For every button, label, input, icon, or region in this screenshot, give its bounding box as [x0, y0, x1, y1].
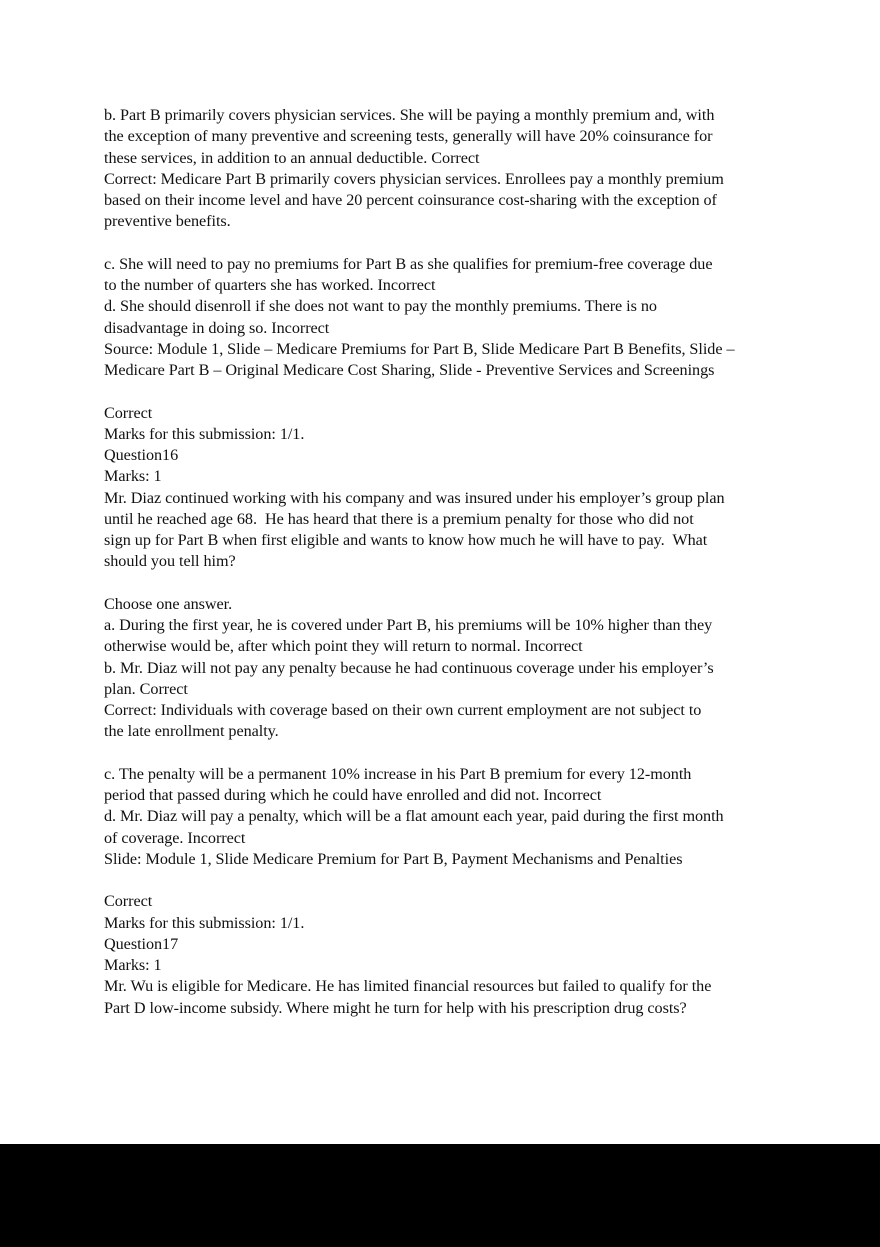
spacer [104, 573, 784, 594]
q16-option-d [104, 806, 784, 849]
q17-question-line: Part D low-income subsidy. Where might he turn for help with his prescription drug costs? [104, 998, 687, 1017]
q16-option-b-line: b. Mr. Diaz will not pay any penalty because he had continuous coverage under his employer’s [104, 658, 714, 677]
q16-option-b [104, 658, 784, 701]
q15-feedback-line: based on their income level and have 20 percent coinsurance cost-sharing with the exception of [104, 191, 717, 209]
q17-question [104, 976, 784, 1019]
q15-feedback [104, 169, 784, 233]
spacer [104, 870, 784, 891]
q15-source-line: Source: Module 1, Slide – Medicare Premiums for Part B, Slide Medicare Part B Benefits, Slide – [104, 339, 735, 358]
q16-question-line: Mr. Diaz continued working with his company and was insured under his employer’s group plan [104, 488, 725, 507]
q15-marks-submission: Marks for this submission: 1/1. [104, 424, 305, 443]
q16-feedback [104, 700, 784, 743]
q16-question-line: should you tell him? [104, 552, 236, 571]
spacer [104, 233, 784, 254]
bottom-black-bar [0, 1144, 880, 1247]
q15-option-b-line: these services, in addition to an annual deductible. Correct [104, 148, 480, 167]
q15-option-c-line: to the number of quarters she has worked. Incorrect [104, 276, 436, 294]
q15-feedback-line: Correct: Medicare Part B primarily covers physician services. Enrollees pay a monthly premium [104, 169, 724, 188]
q16-option-b-line: plan. Correct [104, 679, 188, 698]
q16-option-c [104, 764, 784, 807]
q16-instruction: Choose one answer. [104, 594, 233, 613]
q16-question [104, 488, 784, 573]
q15-result: Correct [104, 403, 153, 422]
q16-option-c-line: period that passed during which he could have enrolled and did not. Incorrect [104, 786, 602, 804]
q16-option-d-line: of coverage. Incorrect [104, 828, 246, 847]
q15-option-d-line: disadvantage in doing so. Incorrect [104, 318, 330, 337]
q16-feedback-line: the late enrollment penalty. [104, 722, 279, 741]
q17-title: Question17 [104, 934, 179, 953]
q17-question-line: Mr. Wu is eligible for Medicare. He has limited financial resources but failed to qualify for the [104, 977, 712, 996]
q16-marks: Marks: 1 [104, 467, 162, 486]
q15-option-b [104, 105, 784, 169]
q15-feedback-line: preventive benefits. [104, 212, 231, 231]
q16-question-line: until he reached age 68. He has heard that there is a premium penalty for those who did not [104, 509, 694, 528]
spacer [104, 743, 784, 764]
q17-marks: Marks: 1 [104, 956, 162, 974]
q16-option-c-line: c. The penalty will be a permanent 10% increase in his Part B premium for every 12-month [104, 764, 692, 783]
q15-option-b-line: b. Part B primarily covers physician services. She will be paying a monthly premium and, with [104, 106, 715, 124]
q16-result: Correct [104, 892, 153, 911]
spacer [104, 381, 784, 402]
q15-source-line: Medicare Part B – Original Medicare Cost Sharing, Slide - Preventive Services and Screenings [104, 361, 715, 379]
q16-option-a [104, 615, 784, 658]
q16-feedback-line: Correct: Individuals with coverage based on their own current employment are not subject to [104, 701, 702, 719]
q15-option-c [104, 254, 784, 297]
q15-option-c-line: c. She will need to pay no premiums for Part B as she qualifies for premium-free coverage due [104, 254, 713, 273]
q16-source: Slide: Module 1, Slide Medicare Premium for Part B, Payment Mechanisms and Penalties [104, 849, 683, 868]
document-content [104, 105, 784, 1019]
q15-option-b-line: the exception of many preventive and screening tests, generally will have 20% coinsurance for [104, 127, 713, 146]
q16-option-a-line: a. During the first year, he is covered under Part B, his premiums will be 10% higher than they [104, 616, 713, 634]
q16-title: Question16 [104, 446, 179, 464]
q16-option-a-line: otherwise would be, after which point they will return to normal. Incorrect [104, 637, 583, 656]
q16-marks-submission: Marks for this submission: 1/1. [104, 913, 305, 932]
q15-option-d [104, 296, 784, 339]
q16-option-d-line: d. Mr. Diaz will pay a penalty, which will be a flat amount each year, paid during the first month [104, 807, 724, 826]
q15-source [104, 339, 784, 382]
q15-option-d-line: d. She should disenroll if she does not want to pay the monthly premiums. There is no [104, 297, 657, 316]
q16-question-line: sign up for Part B when first eligible and wants to know how much he will have to pay. What [104, 531, 708, 549]
